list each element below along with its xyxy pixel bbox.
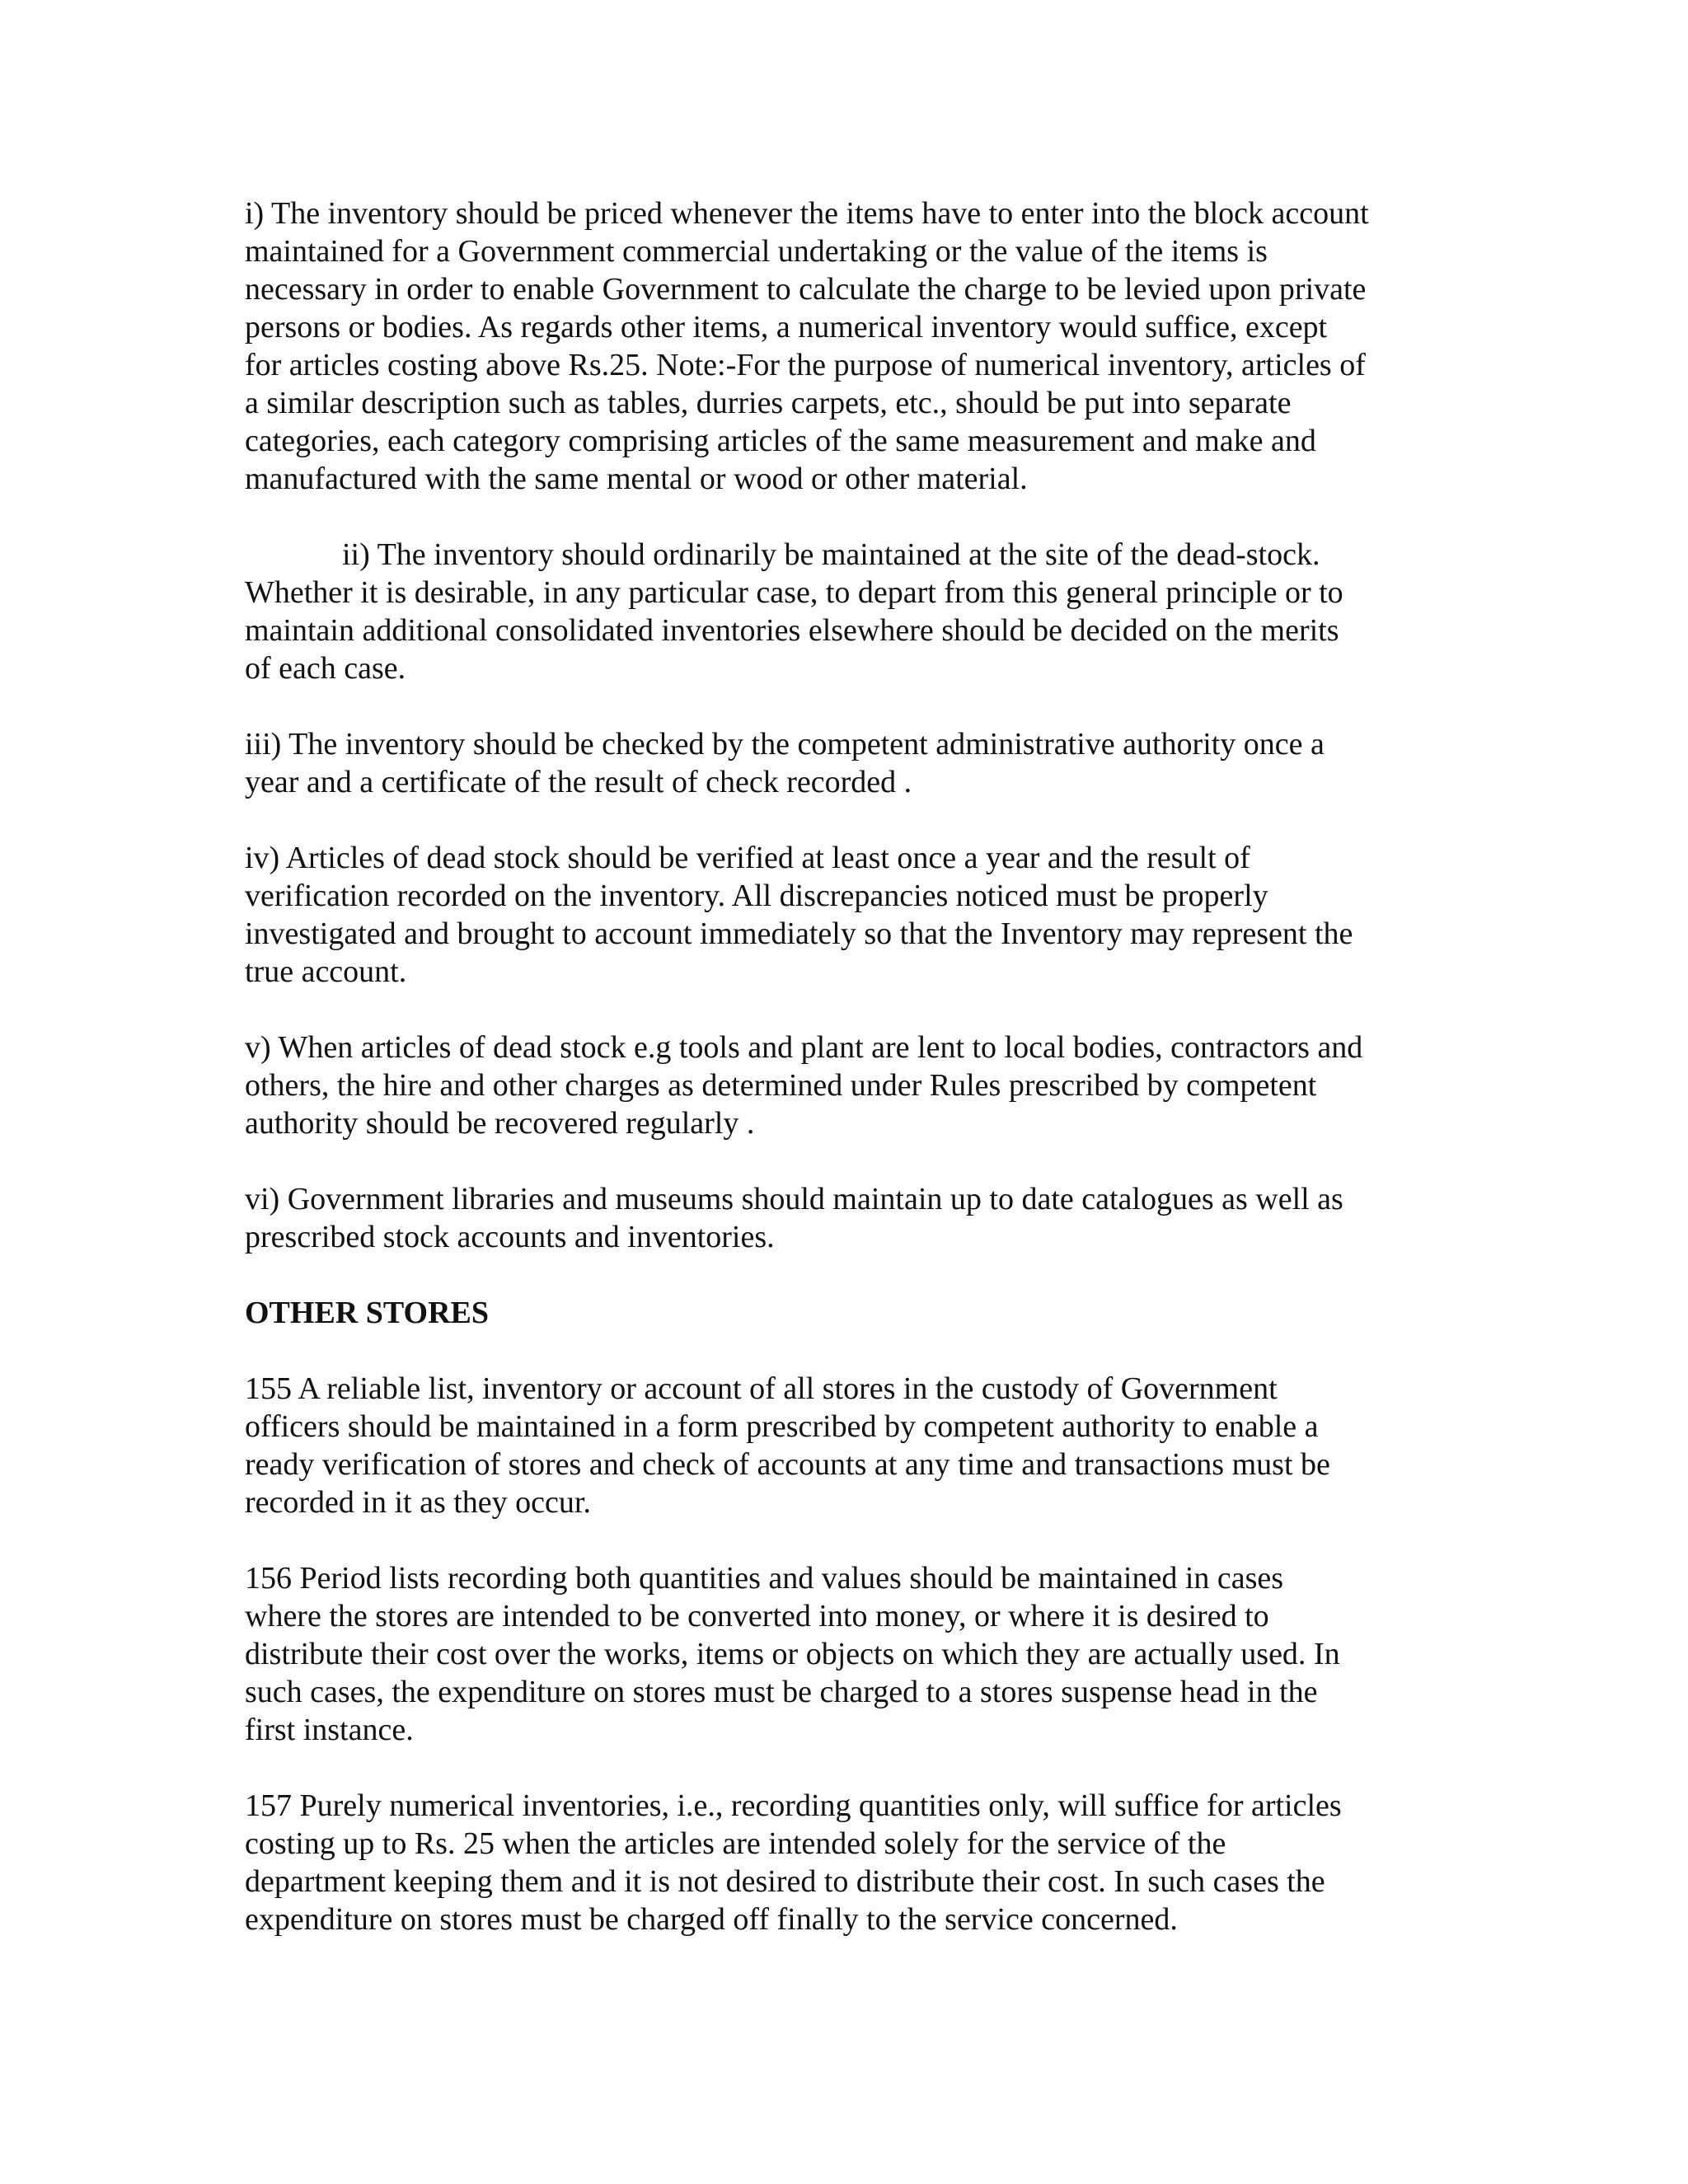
text-line: of each case. bbox=[245, 651, 406, 686]
text-line: 156 Period lists recording both quantities and values should be maintained in cases bbox=[245, 1561, 1284, 1596]
paragraph-v bbox=[245, 1029, 1440, 1142]
text-line: prescribed stock accounts and inventories. bbox=[245, 1220, 775, 1254]
paragraph-ii bbox=[245, 536, 1440, 687]
paragraph-iii bbox=[245, 725, 1440, 801]
text-line: recorded in it as they occur. bbox=[245, 1485, 591, 1520]
text-line: i) The inventory should be priced whenever the items have to enter into the block account bbox=[245, 196, 1369, 231]
text-line: iii) The inventory should be checked by the competent administrative authority once a bbox=[245, 727, 1325, 762]
text-line: persons or bodies. As regards other items, a numerical inventory would suffice, except bbox=[245, 310, 1328, 344]
section-heading: OTHER STORES bbox=[245, 1296, 490, 1330]
text-line: ready verification of stores and check of accounts at any time and transactions must be bbox=[245, 1447, 1330, 1482]
text-line: true account. bbox=[245, 954, 407, 989]
paragraph-i bbox=[245, 194, 1440, 498]
text-line: others, the hire and other charges as determined under Rules prescribed by competent bbox=[245, 1068, 1317, 1103]
paragraph-iv bbox=[245, 839, 1440, 991]
paragraph-156 bbox=[245, 1559, 1440, 1749]
text-line: 157 Purely numerical inventories, i.e., recording quantities only, will suffice for articles bbox=[245, 1788, 1342, 1823]
text-line: year and a certificate of the result of check recorded . bbox=[245, 765, 912, 799]
paragraph-157 bbox=[245, 1787, 1440, 1938]
text-line: costing up to Rs. 25 when the articles are intended solely for the service of the bbox=[245, 1826, 1226, 1861]
text-line: vi) Government libraries and museums should maintain up to date catalogues as well as bbox=[245, 1182, 1343, 1216]
text-line: ii) The inventory should ordinarily be maintained at the site of the dead-stock. bbox=[342, 537, 1320, 572]
paragraph-155 bbox=[245, 1370, 1440, 1521]
text-line: investigated and brought to account immediately so that the Inventory may represent the bbox=[245, 916, 1353, 951]
text-line: officers should be maintained in a form prescribed by competent authority to enable a bbox=[245, 1409, 1319, 1444]
text-line: such cases, the expenditure on stores must be charged to a stores suspense head in the bbox=[245, 1675, 1318, 1709]
text-line: verification recorded on the inventory. All discrepancies noticed must be properly bbox=[245, 879, 1268, 913]
text-line: a similar description such as tables, durries carpets, etc., should be put into separate bbox=[245, 386, 1292, 420]
document-page bbox=[245, 194, 1440, 1976]
text-line: maintained for a Government commercial undertaking or the value of the items is bbox=[245, 234, 1268, 269]
text-line: manufactured with the same mental or wood or other material. bbox=[245, 462, 1028, 496]
paragraph-vi bbox=[245, 1180, 1440, 1256]
text-line: where the stores are intended to be converted into money, or where it is desired to bbox=[245, 1599, 1269, 1633]
text-line: department keeping them and it is not desired to distribute their cost. In such cases the bbox=[245, 1864, 1325, 1899]
text-line: Whether it is desirable, in any particular case, to depart from this general principle or to bbox=[245, 575, 1343, 610]
text-line: expenditure on stores must be charged off finally to the service concerned. bbox=[245, 1902, 1178, 1937]
text-line: distribute their cost over the works, items or objects on which they are actually used. In bbox=[245, 1637, 1340, 1671]
text-line: iv) Articles of dead stock should be verified at least once a year and the result of bbox=[245, 841, 1250, 875]
text-line: categories, each category comprising articles of the same measurement and make and bbox=[245, 424, 1316, 458]
text-line: first instance. bbox=[245, 1713, 414, 1747]
text-line: for articles costing above Rs.25. Note:-For the purpose of numerical inventory, articles of bbox=[245, 348, 1366, 382]
text-line: v) When articles of dead stock e.g tools and plant are lent to local bodies, contractors and bbox=[245, 1030, 1363, 1065]
text-line: 155 A reliable list, inventory or account of all stores in the custody of Government bbox=[245, 1371, 1278, 1406]
text-line: maintain additional consolidated inventories elsewhere should be decided on the merits bbox=[245, 613, 1339, 648]
text-line: necessary in order to enable Government to calculate the charge to be levied upon private bbox=[245, 272, 1367, 307]
text-line: authority should be recovered regularly . bbox=[245, 1106, 755, 1141]
